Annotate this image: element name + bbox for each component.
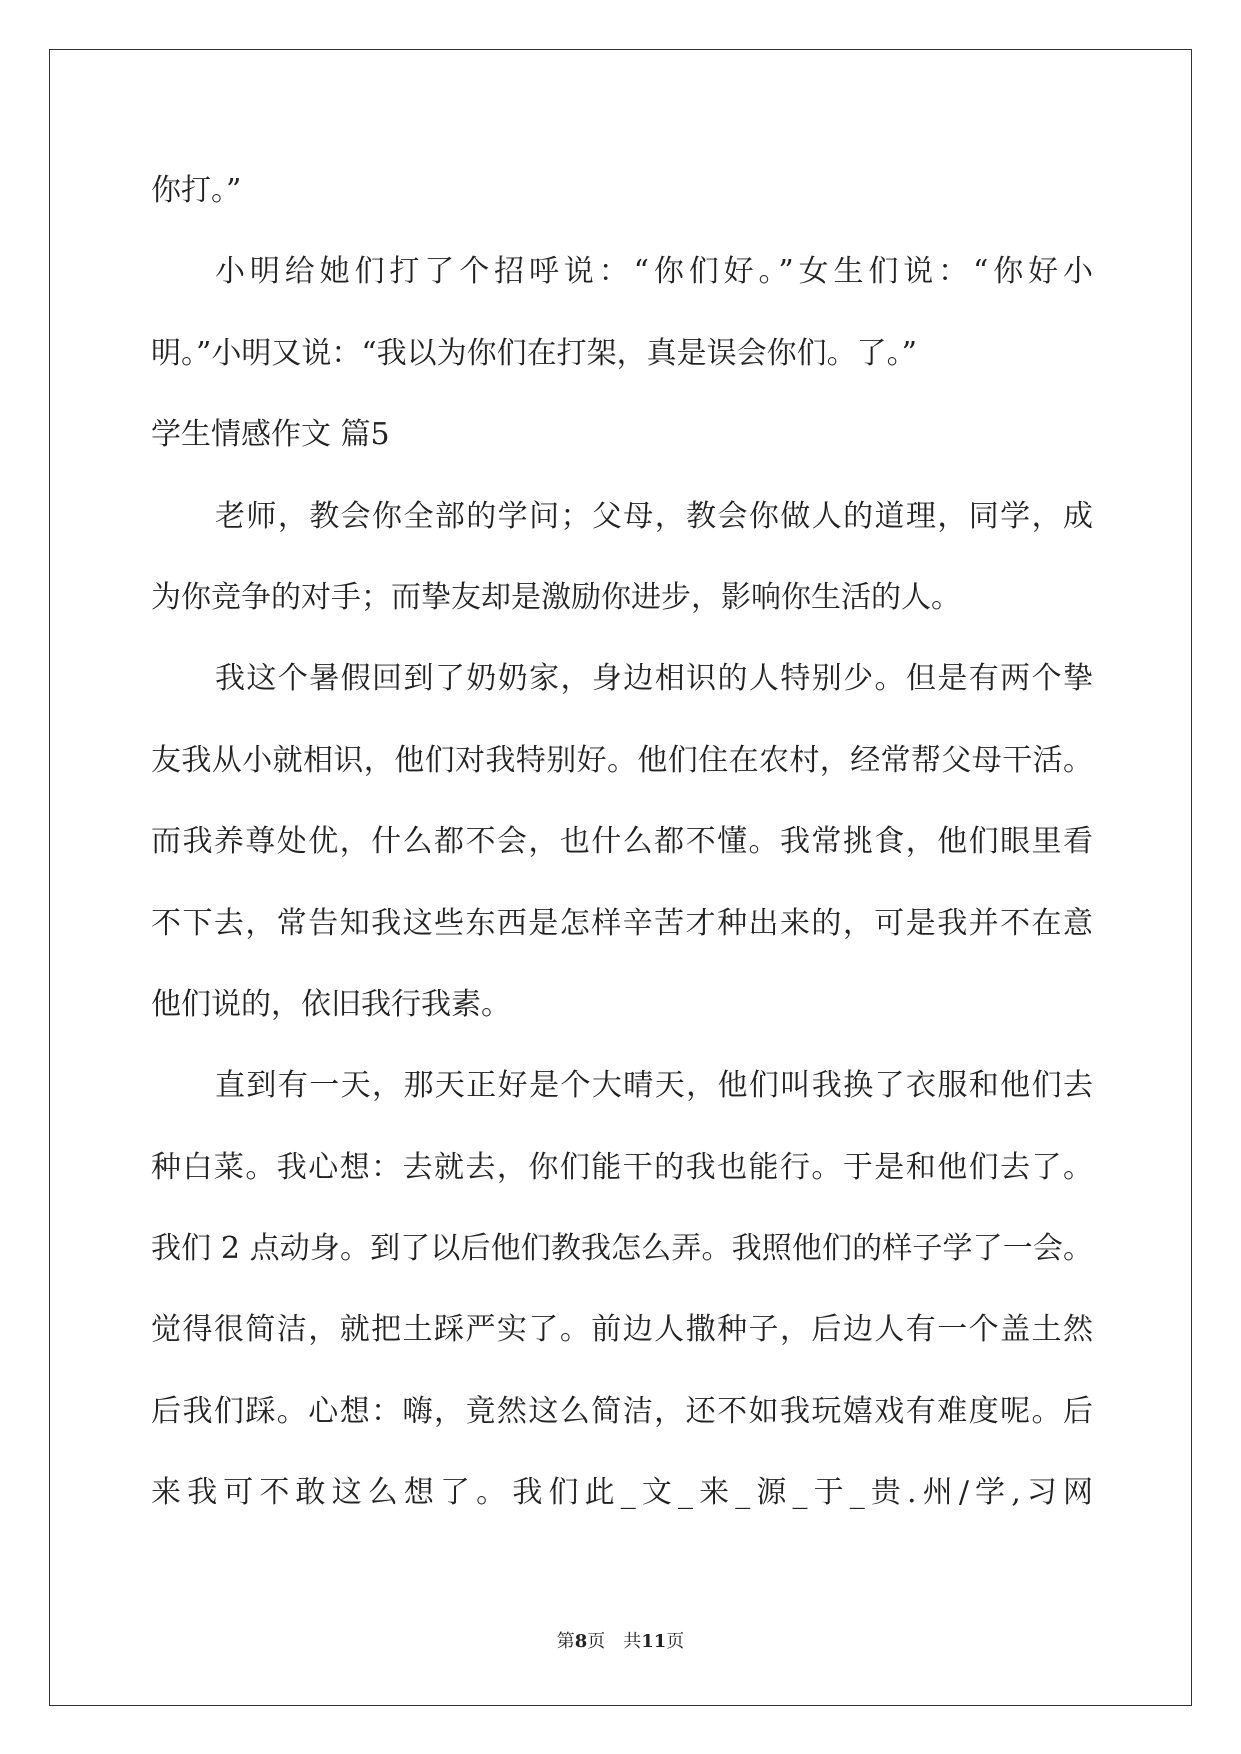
text-line: 友我从小就相识，他们对我特别好。他们住在农村，经常帮父母干活。: [151, 742, 1093, 778]
text-line: 而我养尊处优，什么都不会，也什么都不懂。我常挑食，他们眼里看: [151, 824, 1093, 860]
text-line: 你打。”: [151, 173, 242, 208]
text-line: 我这个暑假回到了奶奶家，身边相识的人特别少。但是有两个挚: [215, 661, 1093, 697]
total-suffix: 页: [666, 1631, 685, 1652]
section-heading: 学生情感作文 篇5: [151, 417, 390, 453]
text-line: 来我可不敢这么想了。我们此_文_来_源_于_贵.州/学,习网: [151, 1475, 1093, 1511]
total-pages-indicator: [623, 1631, 684, 1652]
text-line: 直到有一天，那天正好是个大晴天，他们叫我换了衣服和他们去: [215, 1068, 1093, 1104]
text-line: 明。”小明又说：“我以为你们在打架，真是误会你们。了。”: [151, 335, 918, 371]
document-body: [151, 150, 1093, 1534]
page-number: 8: [574, 1631, 588, 1652]
total-pages: 11: [641, 1631, 667, 1652]
text-line: 种白菜。我心想：去就去，你们能干的我也能行。于是和他们去了。: [151, 1149, 1093, 1185]
page-indicator: [557, 1631, 606, 1652]
text-line: 老师，教会你全部的学问；父母，教会你做人的道理，同学，成: [215, 498, 1093, 534]
text-line: 觉得很简洁，就把土踩严实了。前边人撒种子，后边人有一个盖土然: [151, 1312, 1093, 1348]
page-footer: [0, 1630, 1241, 1654]
text-line: 为你竞争的对手；而挚友却是激励你进步，影响你生活的人。: [151, 579, 961, 615]
text-line: 他们说的，依旧我行我素。: [151, 986, 511, 1022]
text-line: 不下去，常告知我这些东西是怎样辛苦才种出来的，可是我并不在意: [151, 905, 1093, 941]
text-line: 后我们踩。心想：嗨，竟然这么简洁，还不如我玩嬉戏有难度呢。后: [151, 1393, 1093, 1429]
text-line: 我们 2 点动身。到了以后他们教我怎么弄。我照他们的样子学了一会。: [151, 1231, 1093, 1267]
total-prefix: 共: [623, 1631, 642, 1652]
text-line: 小明给她们打了个招呼说：“你们好。”女生们说：“你好小: [215, 254, 1093, 290]
page-suffix: 页: [587, 1631, 606, 1652]
page-prefix: 第: [556, 1631, 575, 1652]
